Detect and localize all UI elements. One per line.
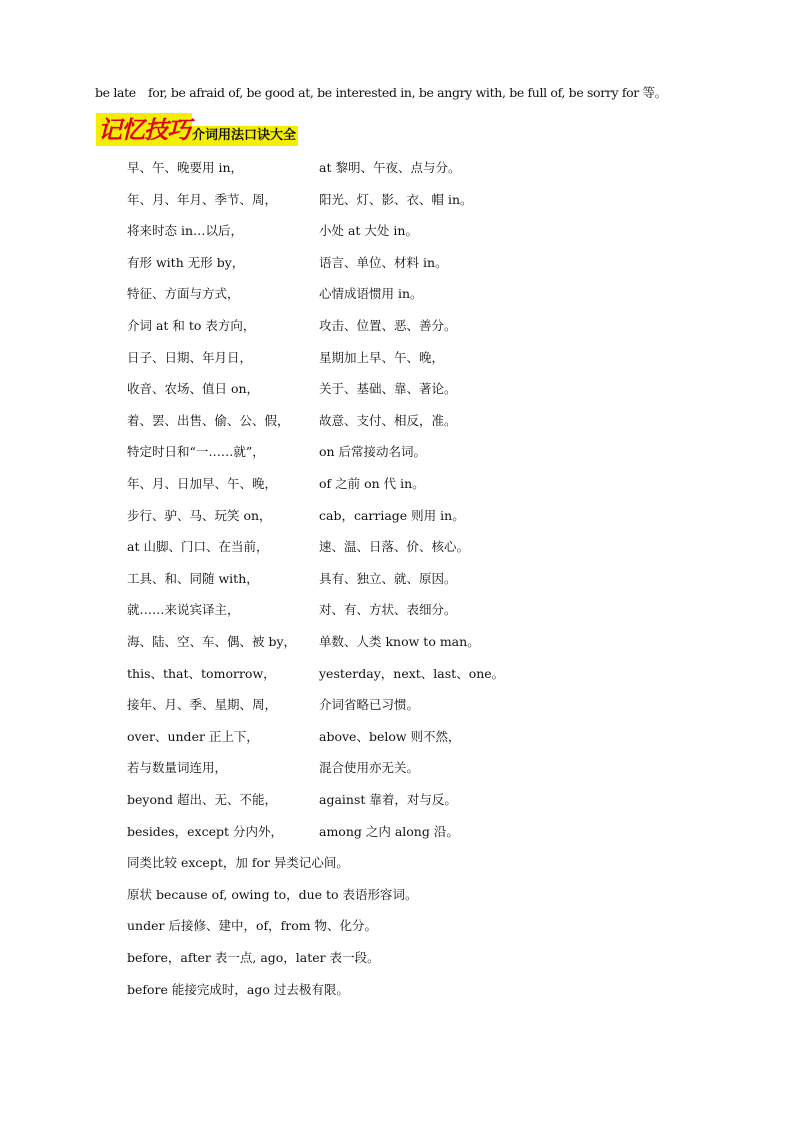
rhyme-row [0, 695, 794, 717]
rhyme-row [0, 506, 794, 528]
rhyme-row [0, 284, 794, 306]
rhyme-right: at 黎明、午夜、点与分。 [319, 160, 461, 175]
rhyme-left: 原状 because of, owing to，due to 表语形容词。 [127, 886, 418, 902]
rhyme-right: 星期加上早、午、晚， [319, 349, 445, 365]
rhyme-right: 介词省略已习惯。 [319, 697, 420, 713]
rhyme-left: at 山脚、门口、在当前， [127, 539, 269, 555]
rhyme-right: 对、有、方状、表细分。 [319, 602, 457, 618]
heading-banner: 记忆技巧 [98, 115, 190, 144]
rhyme-row [0, 569, 794, 591]
rhyme-right: above、below 则不然， [319, 728, 461, 744]
rhyme-row [0, 664, 794, 686]
rhyme-left: 日子、日期、年月日， [127, 349, 253, 365]
rhyme-right: 心情成语惯用 in。 [319, 286, 423, 302]
rhyme-left: 将来时态 in…以后， [127, 223, 244, 239]
rhyme-left: 就……来说宾译主， [127, 602, 240, 618]
rhyme-left: 海、陆、空、车、偶、被 by， [127, 634, 297, 649]
rhyme-row [0, 758, 794, 780]
rhyme-left: besides，except 分内外， [127, 823, 283, 839]
rhyme-row [0, 727, 794, 749]
rhyme-left: 早、午、晚要用 in， [127, 160, 244, 175]
rhyme-left: 特定时日和“一……就”， [127, 444, 265, 460]
rhyme-row [0, 853, 794, 875]
rhyme-row [0, 632, 794, 654]
rhyme-right: 混合使用亦无关。 [319, 760, 420, 776]
rhyme-left: over、under 正上下， [127, 728, 259, 744]
rhyme-row [0, 980, 794, 1002]
rhyme-right: against 靠着，对与反。 [319, 792, 457, 807]
section-heading [96, 113, 298, 146]
rhyme-row [0, 790, 794, 812]
rhyme-right: on 后常接动名词。 [319, 444, 427, 460]
rhyme-right: 关于、基础、靠、著论。 [319, 381, 457, 397]
rhyme-row [0, 221, 794, 243]
rhyme-right: yesterday，next、last、one。 [319, 665, 505, 681]
rhyme-right: cab，carriage 则用 in。 [319, 507, 465, 523]
rhyme-row [0, 411, 794, 433]
rhyme-left: 着、罢、出售、偷、公、假， [127, 412, 290, 428]
rhyme-right: 单数、人类 know to man。 [319, 634, 480, 649]
rhyme-left: 介词 at 和 to 表方向， [127, 318, 256, 333]
rhyme-row [0, 537, 794, 559]
rhyme-left: 同类比较 except，加 for 异类记心间。 [127, 855, 349, 871]
rhyme-row [0, 348, 794, 370]
rhyme-left: 步行、驴、马、玩笑 on， [127, 507, 272, 523]
rhyme-row [0, 316, 794, 338]
intro-line: be late for, be afraid of, be good at, be interested in, be angry with, be full of, be sorry for 等。 [95, 85, 667, 100]
rhyme-left: 接年、月、季、星期、周， [127, 697, 278, 713]
rhyme-row [0, 822, 794, 844]
rhyme-left: 若与数量词连用， [127, 760, 228, 776]
rhyme-left: 有形 with 无形 by， [127, 254, 245, 270]
rhyme-left: beyond 超出、无、不能， [127, 792, 278, 807]
rhyme-row [0, 379, 794, 401]
rhyme-row [0, 190, 794, 212]
rhyme-right: among 之内 along 沿。 [319, 823, 459, 839]
rhyme-row [0, 916, 794, 938]
rhyme-left: 收音、农场、值日 on， [127, 381, 260, 397]
rhyme-right: 速、温、日落、价、核心。 [319, 539, 470, 555]
rhyme-left: 特征、方面与方式， [127, 286, 240, 302]
rhyme-row [0, 600, 794, 622]
rhyme-right: 具有、独立、就、原因。 [319, 570, 457, 586]
rhyme-left: before，after 表一点, ago，later 表一段。 [127, 950, 380, 965]
rhyme-right: 语言、单位、材料 in。 [319, 254, 448, 270]
rhyme-right: 攻击、位置、恶、善分。 [319, 318, 457, 333]
rhyme-row [0, 253, 794, 275]
rhyme-right: 小处 at 大处 in。 [319, 223, 418, 239]
rhyme-row [0, 442, 794, 464]
rhyme-row [0, 158, 794, 180]
rhyme-left: under 后接修、建中，of，from 物、化分。 [127, 918, 378, 934]
rhyme-right: 故意、支付、相反，准。 [319, 412, 457, 428]
rhyme-row [0, 885, 794, 907]
rhyme-left: 年、月、年月、季节、周， [127, 191, 278, 207]
rhyme-right: of 之前 on 代 in。 [319, 476, 425, 491]
heading-subtitle: 介词用法口诀大全 [192, 126, 298, 146]
rhyme-left: this、that、tomorrow， [127, 665, 276, 681]
rhyme-left: 年、月、日加早、午、晚， [127, 476, 278, 491]
rhyme-row [0, 474, 794, 496]
rhyme-right: 阳光、灯、影、衣、帽 in。 [319, 191, 473, 207]
rhyme-left: 工具、和、同随 with， [127, 570, 259, 586]
rhyme-row [0, 948, 794, 970]
rhyme-left: before 能接完成时，ago 过去极有限。 [127, 981, 349, 997]
